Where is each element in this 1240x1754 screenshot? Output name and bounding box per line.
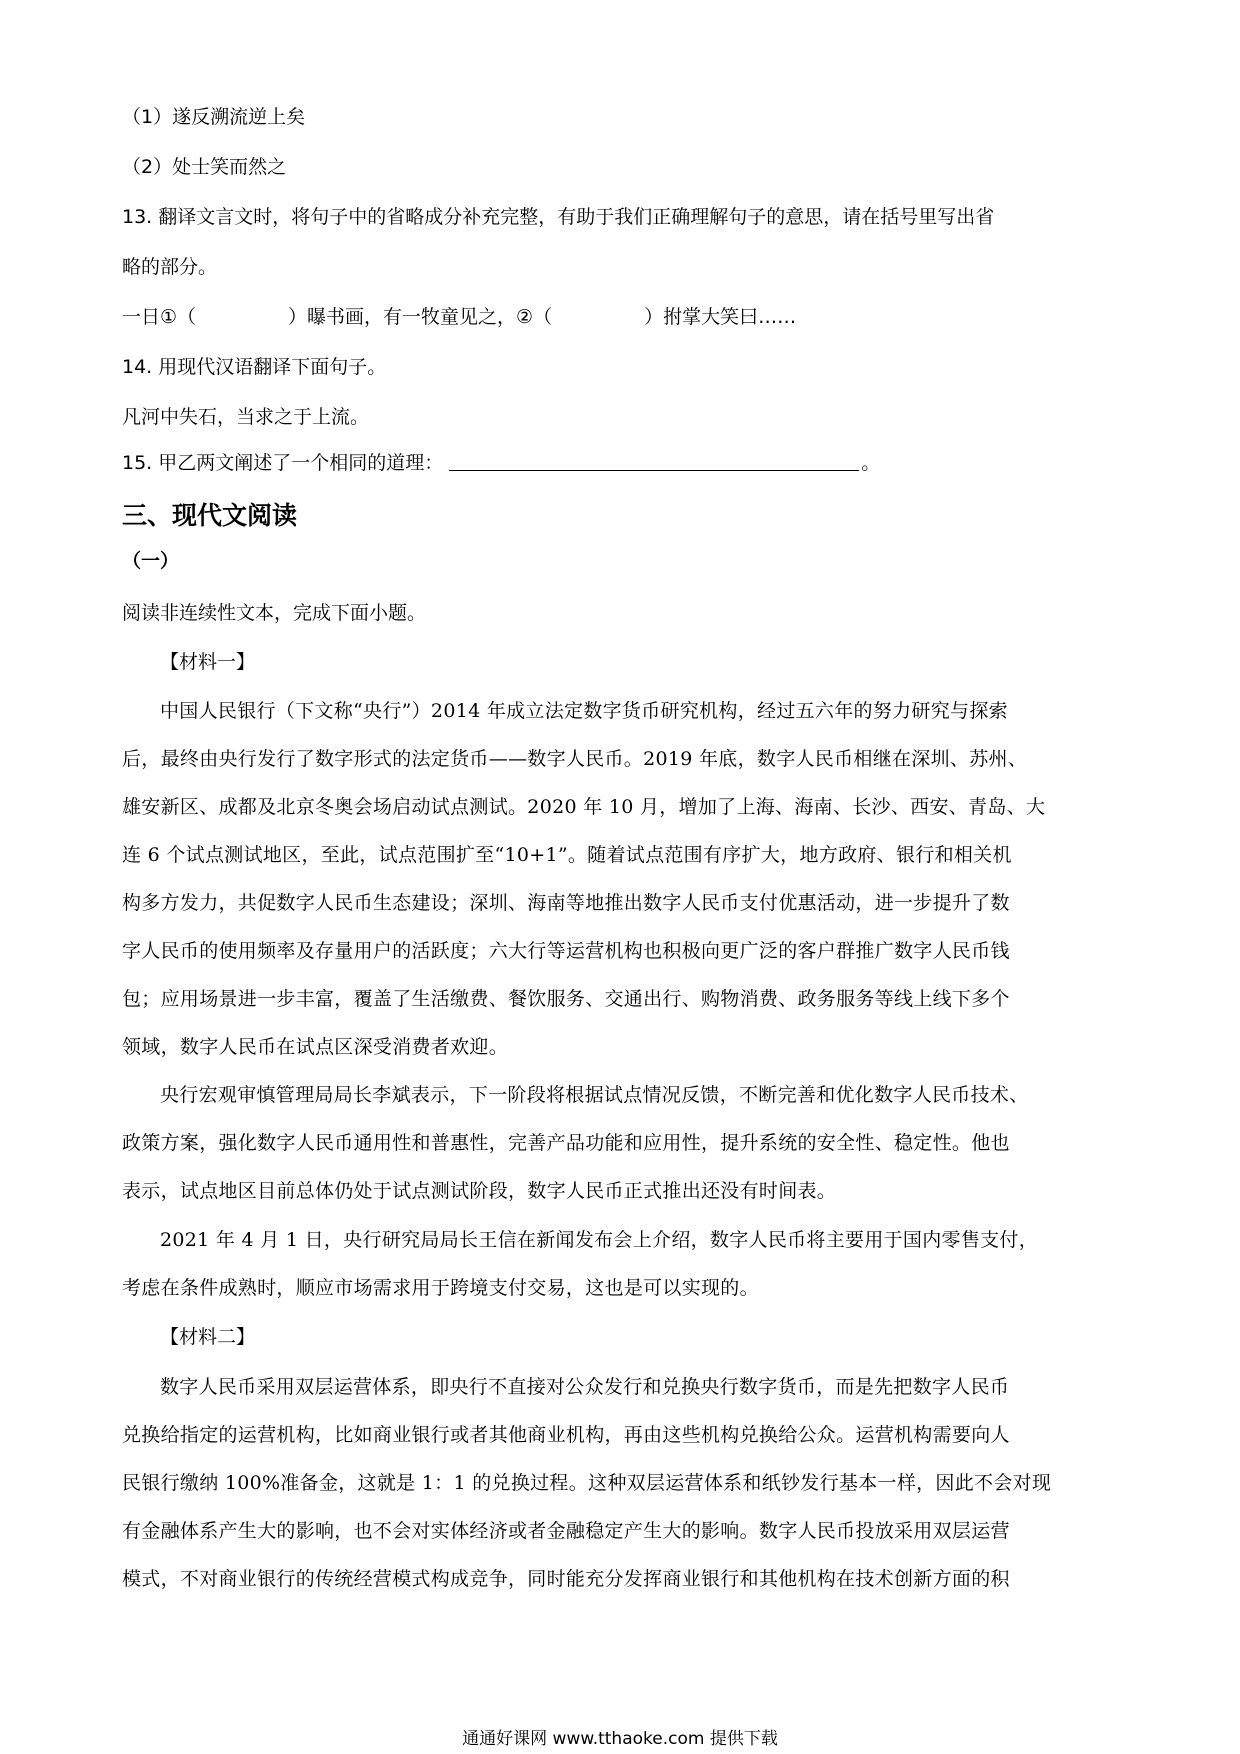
fill-part-3: ）拊掌大笑曰…… bbox=[644, 306, 797, 328]
answer-blank[interactable] bbox=[449, 469, 859, 471]
fill-part-2: ）曝书画，有一牧童见之，②（ bbox=[288, 306, 553, 328]
fill-part-1: 一日①（ bbox=[122, 306, 197, 328]
paragraph-line: 考虑在条件成熟时，顺应市场需求用于跨境支付交易，这也是可以实现的。 bbox=[122, 1277, 759, 1299]
paragraph-line: 政策方案，强化数字人民币通用性和普惠性，完善产品功能和应用性，提升系统的安全性、稳定性。他也 bbox=[122, 1132, 1010, 1154]
question-12-item-1: （1）遂反溯流逆上矣 bbox=[122, 106, 306, 128]
question-15-prompt: 15. 甲乙两文阐述了一个相同的道理： bbox=[122, 452, 444, 474]
material-1-label: 【材料一】 bbox=[160, 651, 256, 673]
question-15-line bbox=[122, 454, 880, 473]
paragraph-line: 雄安新区、成都及北京冬奥会场启动试点测试。2020 年 10 月，增加了上海、海南、长沙、西安、青岛、大 bbox=[122, 796, 1046, 818]
question-13-fill-line bbox=[122, 308, 796, 327]
paragraph-line: 字人民币的使用频率及存量用户的活跃度；六大行等运营机构也积极向更广泛的客户群推广数字人民币钱 bbox=[122, 940, 1010, 962]
paragraph-line: 模式，不对商业银行的传统经营模式构成竞争，同时能充分发挥商业银行和其他机构在技术创新方面的积 bbox=[122, 1568, 1010, 1590]
paragraph-line: 中国人民银行（下文称“央行”）2014 年成立法定数字货币研究机构，经过五六年的努力研究与探索 bbox=[160, 700, 1008, 722]
paragraph-line: 央行宏观审慎管理局局长李斌表示，下一阶段将根据试点情况反馈，不断完善和优化数字人民币技术、 bbox=[160, 1084, 1029, 1106]
paragraph-line: 数字人民币采用双层运营体系，即央行不直接对公众发行和兑换央行数字货币，而是先把数字人民币 bbox=[160, 1376, 1010, 1398]
paragraph-line: 表示，试点地区目前总体仍处于试点测试阶段，数字人民币正式推出还没有时间表。 bbox=[122, 1180, 837, 1202]
question-14-sentence: 凡河中失石，当求之于上流。 bbox=[122, 406, 370, 428]
sub-heading: （一） bbox=[122, 550, 180, 572]
paragraph-line: 连 6 个试点测试地区，至此，试点范围扩至“10+1”。随着试点范围有序扩大，地方政府、银行和相关机 bbox=[122, 844, 1012, 866]
paragraph-line: 领域，数字人民币在试点区深受消费者欢迎。 bbox=[122, 1036, 509, 1058]
paragraph-line: 兑换给指定的运营机构，比如商业银行或者其他商业机构，再由这些机构兑换给公众。运营机构需要向人 bbox=[122, 1424, 1010, 1446]
page-footer: 通通好课网 www.tthaoke.com 提供下载 bbox=[462, 1729, 778, 1749]
paragraph-line: 2021 年 4 月 1 日，央行研究局局长王信在新闻发布会上介绍，数字人民币将主要用于国内零售支付， bbox=[160, 1229, 1039, 1251]
paragraph-line: 构多方发力，共促数字人民币生态建设；深圳、海南等地推出数字人民币支付优惠活动，进一步提升了数 bbox=[122, 892, 1010, 914]
instruction: 阅读非连续性文本，完成下面小题。 bbox=[122, 602, 427, 624]
paragraph-line: 包；应用场景进一步丰富，覆盖了生活缴费、餐饮服务、交通出行、购物消费、政务服务等线上线下多个 bbox=[122, 988, 1010, 1010]
paragraph-line: 有金融体系产生大的影响，也不会对实体经济或者金融稳定产生大的影响。数字人民币投放采用双层运营 bbox=[122, 1520, 1010, 1542]
section-heading: 三、现代文阅读 bbox=[122, 501, 298, 530]
question-13-prompt-line-1: 13. 翻译文言文时，将句子中的省略成分补充完整，有助于我们正确理解句子的意思，请在括号里写出省 bbox=[122, 206, 995, 228]
question-13-prompt-line-2: 略的部分。 bbox=[122, 256, 218, 278]
question-14-prompt: 14. 用现代汉语翻译下面句子。 bbox=[122, 356, 387, 378]
paragraph-line: 民银行缴纳 100%准备金，这就是 1：1 的兑换过程。这种双层运营体系和纸钞发行基本一样，因此不会对现 bbox=[122, 1472, 1052, 1494]
question-12-item-2: （2）处士笑而然之 bbox=[122, 156, 287, 178]
question-15-end: 。 bbox=[861, 452, 881, 474]
paragraph-line: 后，最终由央行发行了数字形式的法定货币——数字人民币。2019 年底，数字人民币相继在深圳、苏州、 bbox=[122, 748, 1028, 770]
material-2-label: 【材料二】 bbox=[160, 1326, 256, 1348]
